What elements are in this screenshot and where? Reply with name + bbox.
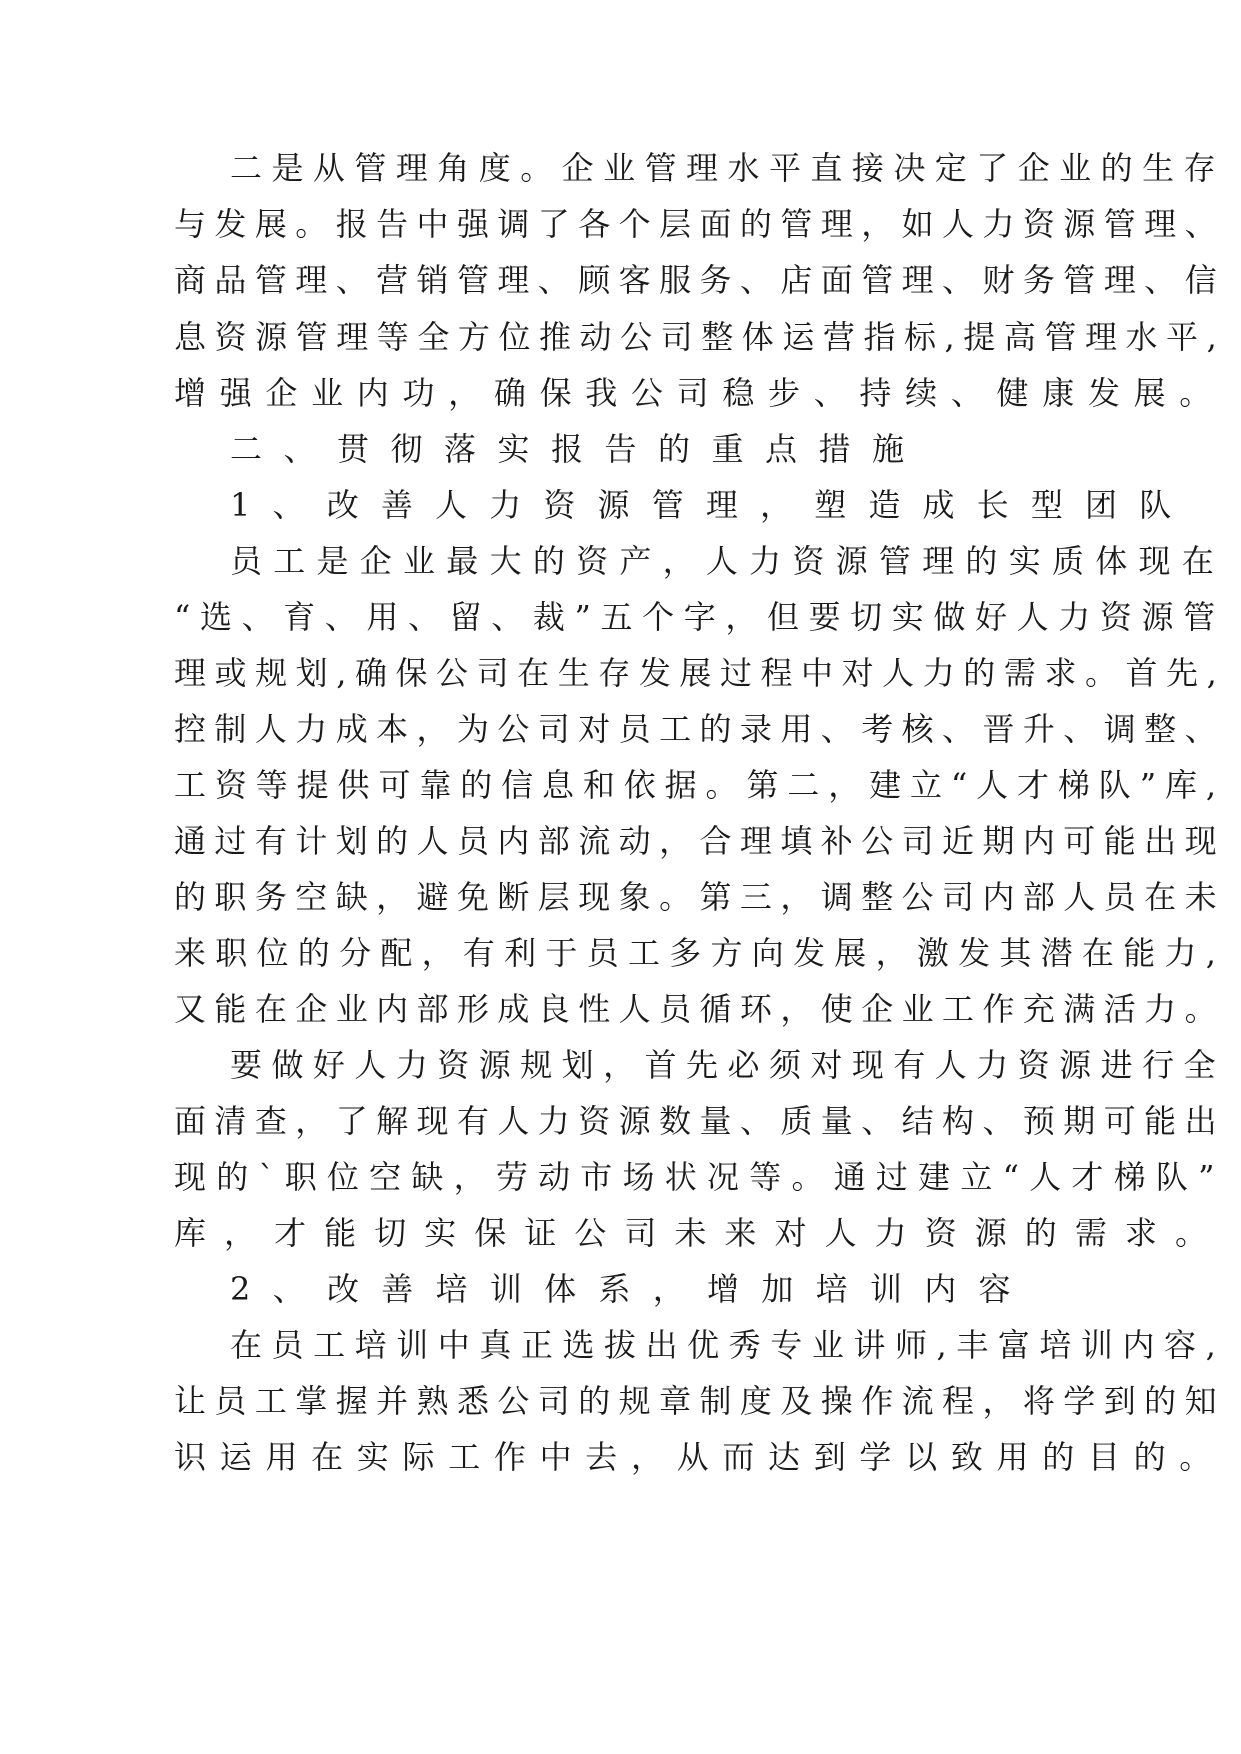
text-line: 增强企业内功，确保我公司稳步、持续、健康发展。 [174,374,1226,412]
text-line: 又能在企业内部形成良性人员循环，使企业工作充满活力。 [174,990,1226,1028]
text-line: 控制人力成本，为公司对员工的录用、考核、晋升、调整、 [174,710,1226,748]
text-line: 让员工掌握并熟悉公司的规章制度及操作流程，将学到的知 [174,1382,1226,1420]
text-line: 现的`职位空缺，劳动市场状况等。通过建立“人才梯队” [174,1158,1225,1196]
text-line: “选、育、用、留、裁”五个字，但要切实做好人力资源管 [174,598,1225,636]
subsection-heading: 1、改善人力资源管理，塑造成长型团队 [230,486,1194,524]
text-line: 息资源管理等全方位推动公司整体运营指标,提高管理水平, [174,318,1226,356]
text-line: 二是从管理角度。企业管理水平直接决定了企业的生存 [230,149,1226,187]
text-line: 理或规划,确保公司在生存发展过程中对人力的需求。首先, [174,654,1226,692]
text-line: 商品管理、营销管理、顾客服务、店面管理、财务管理、信 [174,261,1226,299]
text-line: 识运用在实际工作中去，从而达到学以致用的目的。 [174,1438,1226,1476]
section-heading: 二、贯彻落实报告的重点措施 [230,430,926,468]
subsection-heading: 2、改善培训体系，增加培训内容 [230,1270,1033,1308]
text-line: 通过有计划的人员内部流动，合理填补公司近期内可能出现 [174,822,1226,860]
text-line: 库，才能切实保证公司未来对人力资源的需求。 [174,1214,1226,1252]
text-line: 在员工培训中真正选拔出优秀专业讲师,丰富培训内容, [230,1326,1226,1364]
text-line: 要做好人力资源规划，首先必须对现有人力资源进行全 [230,1046,1226,1084]
text-line: 的职务空缺，避免断层现象。第三，调整公司内部人员在未 [174,878,1226,916]
text-line: 来职位的分配，有利于员工多方向发展，激发其潜在能力, [174,934,1226,972]
text-line: 与发展。报告中强调了各个层面的管理，如人力资源管理、 [174,205,1226,243]
text-line: 工资等提供可靠的信息和依据。第二，建立“人才梯队”库, [174,766,1225,804]
text-line: 员工是企业最大的资产，人力资源管理的实质体现在 [230,542,1226,580]
text-line: 面清查，了解现有人力资源数量、质量、结构、预期可能出 [174,1102,1226,1140]
